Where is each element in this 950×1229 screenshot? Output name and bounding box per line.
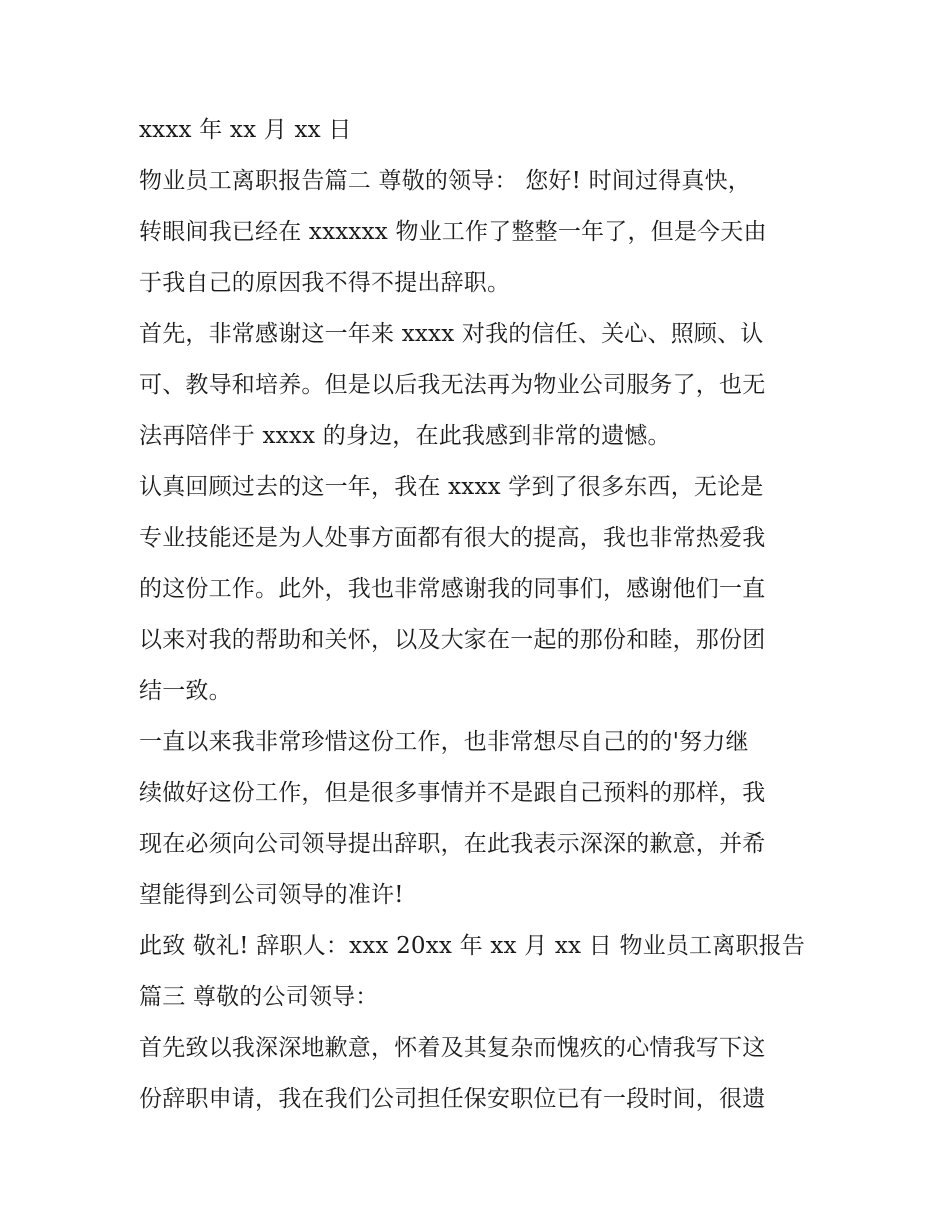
text-line: 现在必须向公司领导提出辞职，在此我表示深深的歉意，并希	[139, 831, 766, 857]
text-line: 认真回顾过去的这一年，我在 xxxx 学到了很多东西，无论是	[139, 474, 764, 500]
text-line: 法再陪伴于 xxxx 的身边，在此我感到非常的遗憾。	[139, 423, 671, 449]
text-line: 物业员工离职报告篇二 尊敬的领导： 您好! 时间过得真快，	[139, 168, 751, 194]
text-line: 以来对我的帮助和关怀，以及大家在一起的那份和睦，那份团	[139, 627, 766, 653]
text-line: 一直以来我非常珍惜这份工作，也非常想尽自己的的'努力继	[139, 729, 749, 755]
text-line: 可、教导和培养。但是以后我无法再为物业公司服务了，也无	[139, 372, 766, 398]
text-line: 于我自己的原因我不得不提出辞职。	[139, 270, 511, 296]
text-line: 篇三 尊敬的公司领导：	[139, 984, 379, 1010]
date-line: xxxx 年 xx 月 xx 日	[139, 117, 352, 143]
text-line: 转眼间我已经在 xxxxxx 物业工作了整整一年了，但是今天由	[139, 219, 767, 245]
text-line: 望能得到公司领导的准许!	[139, 882, 404, 908]
text-line: 首先致以我深深地歉意，怀着及其复杂而愧疚的心情我写下这	[139, 1035, 766, 1061]
text-line: 续做好这份工作，但是很多事情并不是跟自己预料的那样，我	[139, 780, 766, 806]
text-line: 份辞职申请，我在我们公司担任保安职位已有一段时间，很遗	[139, 1086, 766, 1112]
text-line: 结一致。	[139, 678, 232, 704]
text-line: 首先，非常感谢这一年来 xxxx 对我的信任、关心、照顾、认	[139, 321, 764, 347]
text-line: 的这份工作。此外，我也非常感谢我的同事们，感谢他们一直	[139, 576, 766, 602]
text-line: 此致 敬礼! 辞职人：xxx 20xx 年 xx 月 xx 日 物业员工离职报告	[139, 933, 806, 959]
text-line: 专业技能还是为人处事方面都有很大的提高，我也非常热爱我	[139, 525, 766, 551]
